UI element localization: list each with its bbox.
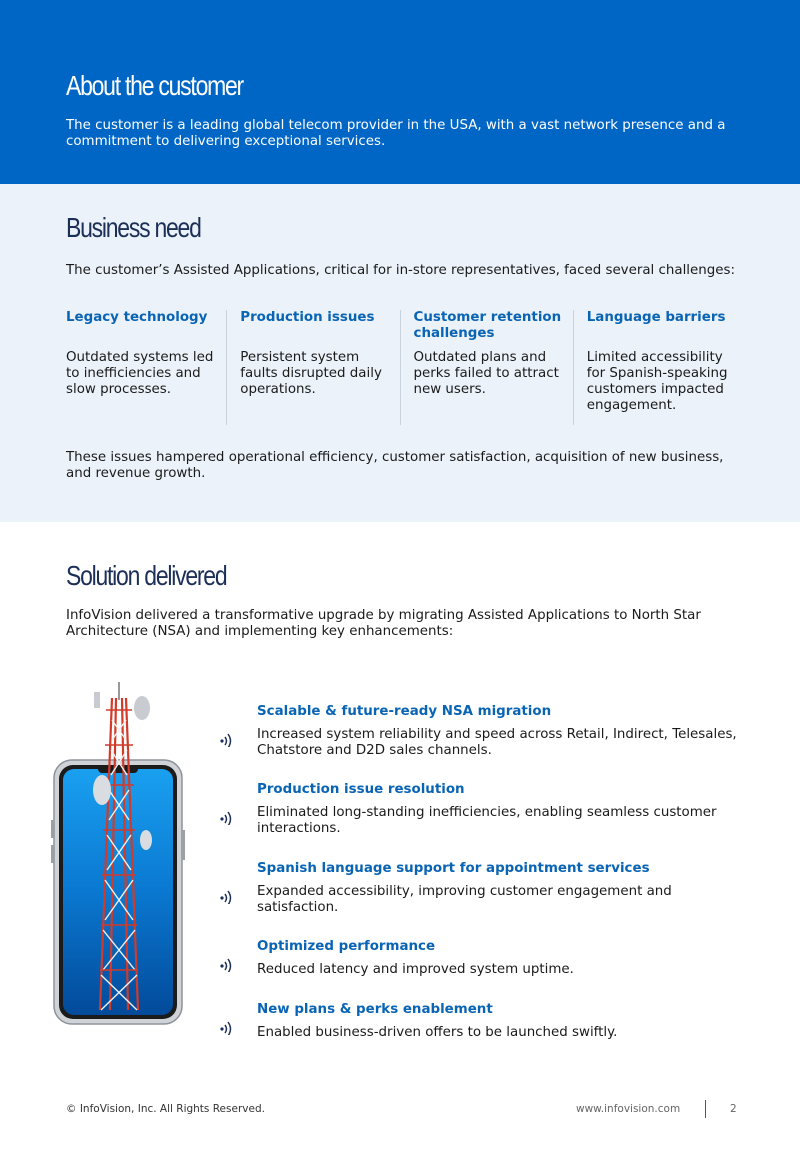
business-heading: Business need [66, 212, 201, 243]
page-number: 2 [730, 1103, 737, 1115]
solution-intro: InfoVision delivered a transformative upgrade by migrating Assisted Applications to North Star Architecture (NSA) and implementing key enhancements: [66, 608, 701, 639]
solution-item-title: Scalable & future-ready NSA migration [257, 704, 552, 719]
about-section [0, 0, 800, 184]
challenge-text: Persistent system faults disrupted daily operations. [240, 350, 382, 397]
challenge-title: Language barriers [586, 310, 726, 325]
solution-heading: Solution delivered [66, 560, 227, 591]
solution-item-text: Eliminated long-standing inefficiencies, enabling seamless customer interactions. [257, 805, 717, 836]
solution-item-text: Increased system reliability and speed across Retail, Indirect, Telesales, Chatstore and D2D sales channels. [257, 727, 737, 758]
about-heading: About the customer [66, 70, 243, 101]
challenge-title: Legacy technology [66, 310, 208, 325]
page-footer [0, 1100, 800, 1120]
business-need-section [0, 184, 800, 522]
solution-item-text: Expanded accessibility, improving customer engagement and satisfaction. [257, 884, 672, 915]
signal-waves-icon [218, 809, 236, 825]
challenge-text: Outdated systems led to inefficiencies and slow processes. [66, 350, 214, 397]
website-link[interactable]: www.infovision.com [576, 1103, 681, 1115]
solution-item-text: Enabled business-driven offers to be launched swiftly. [257, 1025, 618, 1040]
signal-waves-icon [218, 956, 236, 972]
solution-item-text: Reduced latency and improved system uptime. [257, 962, 574, 977]
signal-waves-icon [218, 888, 236, 904]
copyright-text: © InfoVision, Inc. All Rights Reserved. [66, 1103, 265, 1115]
challenge-text: Limited accessibility for Spanish-speaking customers impacted engagement. [586, 350, 728, 413]
challenge-column [573, 310, 746, 425]
solution-item-title: New plans & perks enablement [257, 1002, 493, 1017]
phone-cell-tower-illustration [50, 680, 190, 1030]
business-outro: These issues hampered operational efficiency, customer satisfaction, acquisition of new business, and revenue growth. [66, 450, 724, 481]
signal-waves-icon [218, 1019, 236, 1035]
footer-divider [705, 1100, 706, 1118]
business-intro: The customer’s Assisted Applications, critical for in-store representatives, faced several challenges: [66, 263, 735, 278]
about-text: The customer is a leading global telecom provider in the USA, with a vast network presence and a commitment to delivering exceptional services. [66, 118, 726, 149]
challenge-column [226, 310, 399, 425]
challenge-columns [66, 310, 746, 425]
signal-waves-icon [218, 731, 236, 747]
challenge-column [66, 310, 226, 425]
solution-item-title: Optimized performance [257, 939, 436, 954]
challenge-title: Production issues [240, 310, 375, 325]
challenge-title: Customer retention challenges [413, 310, 562, 341]
solution-item-title: Production issue resolution [257, 782, 465, 797]
challenge-text: Outdated plans and perks failed to attract new users. [413, 350, 559, 397]
challenge-column [400, 310, 573, 425]
solution-item-title: Spanish language support for appointment services [257, 861, 650, 876]
